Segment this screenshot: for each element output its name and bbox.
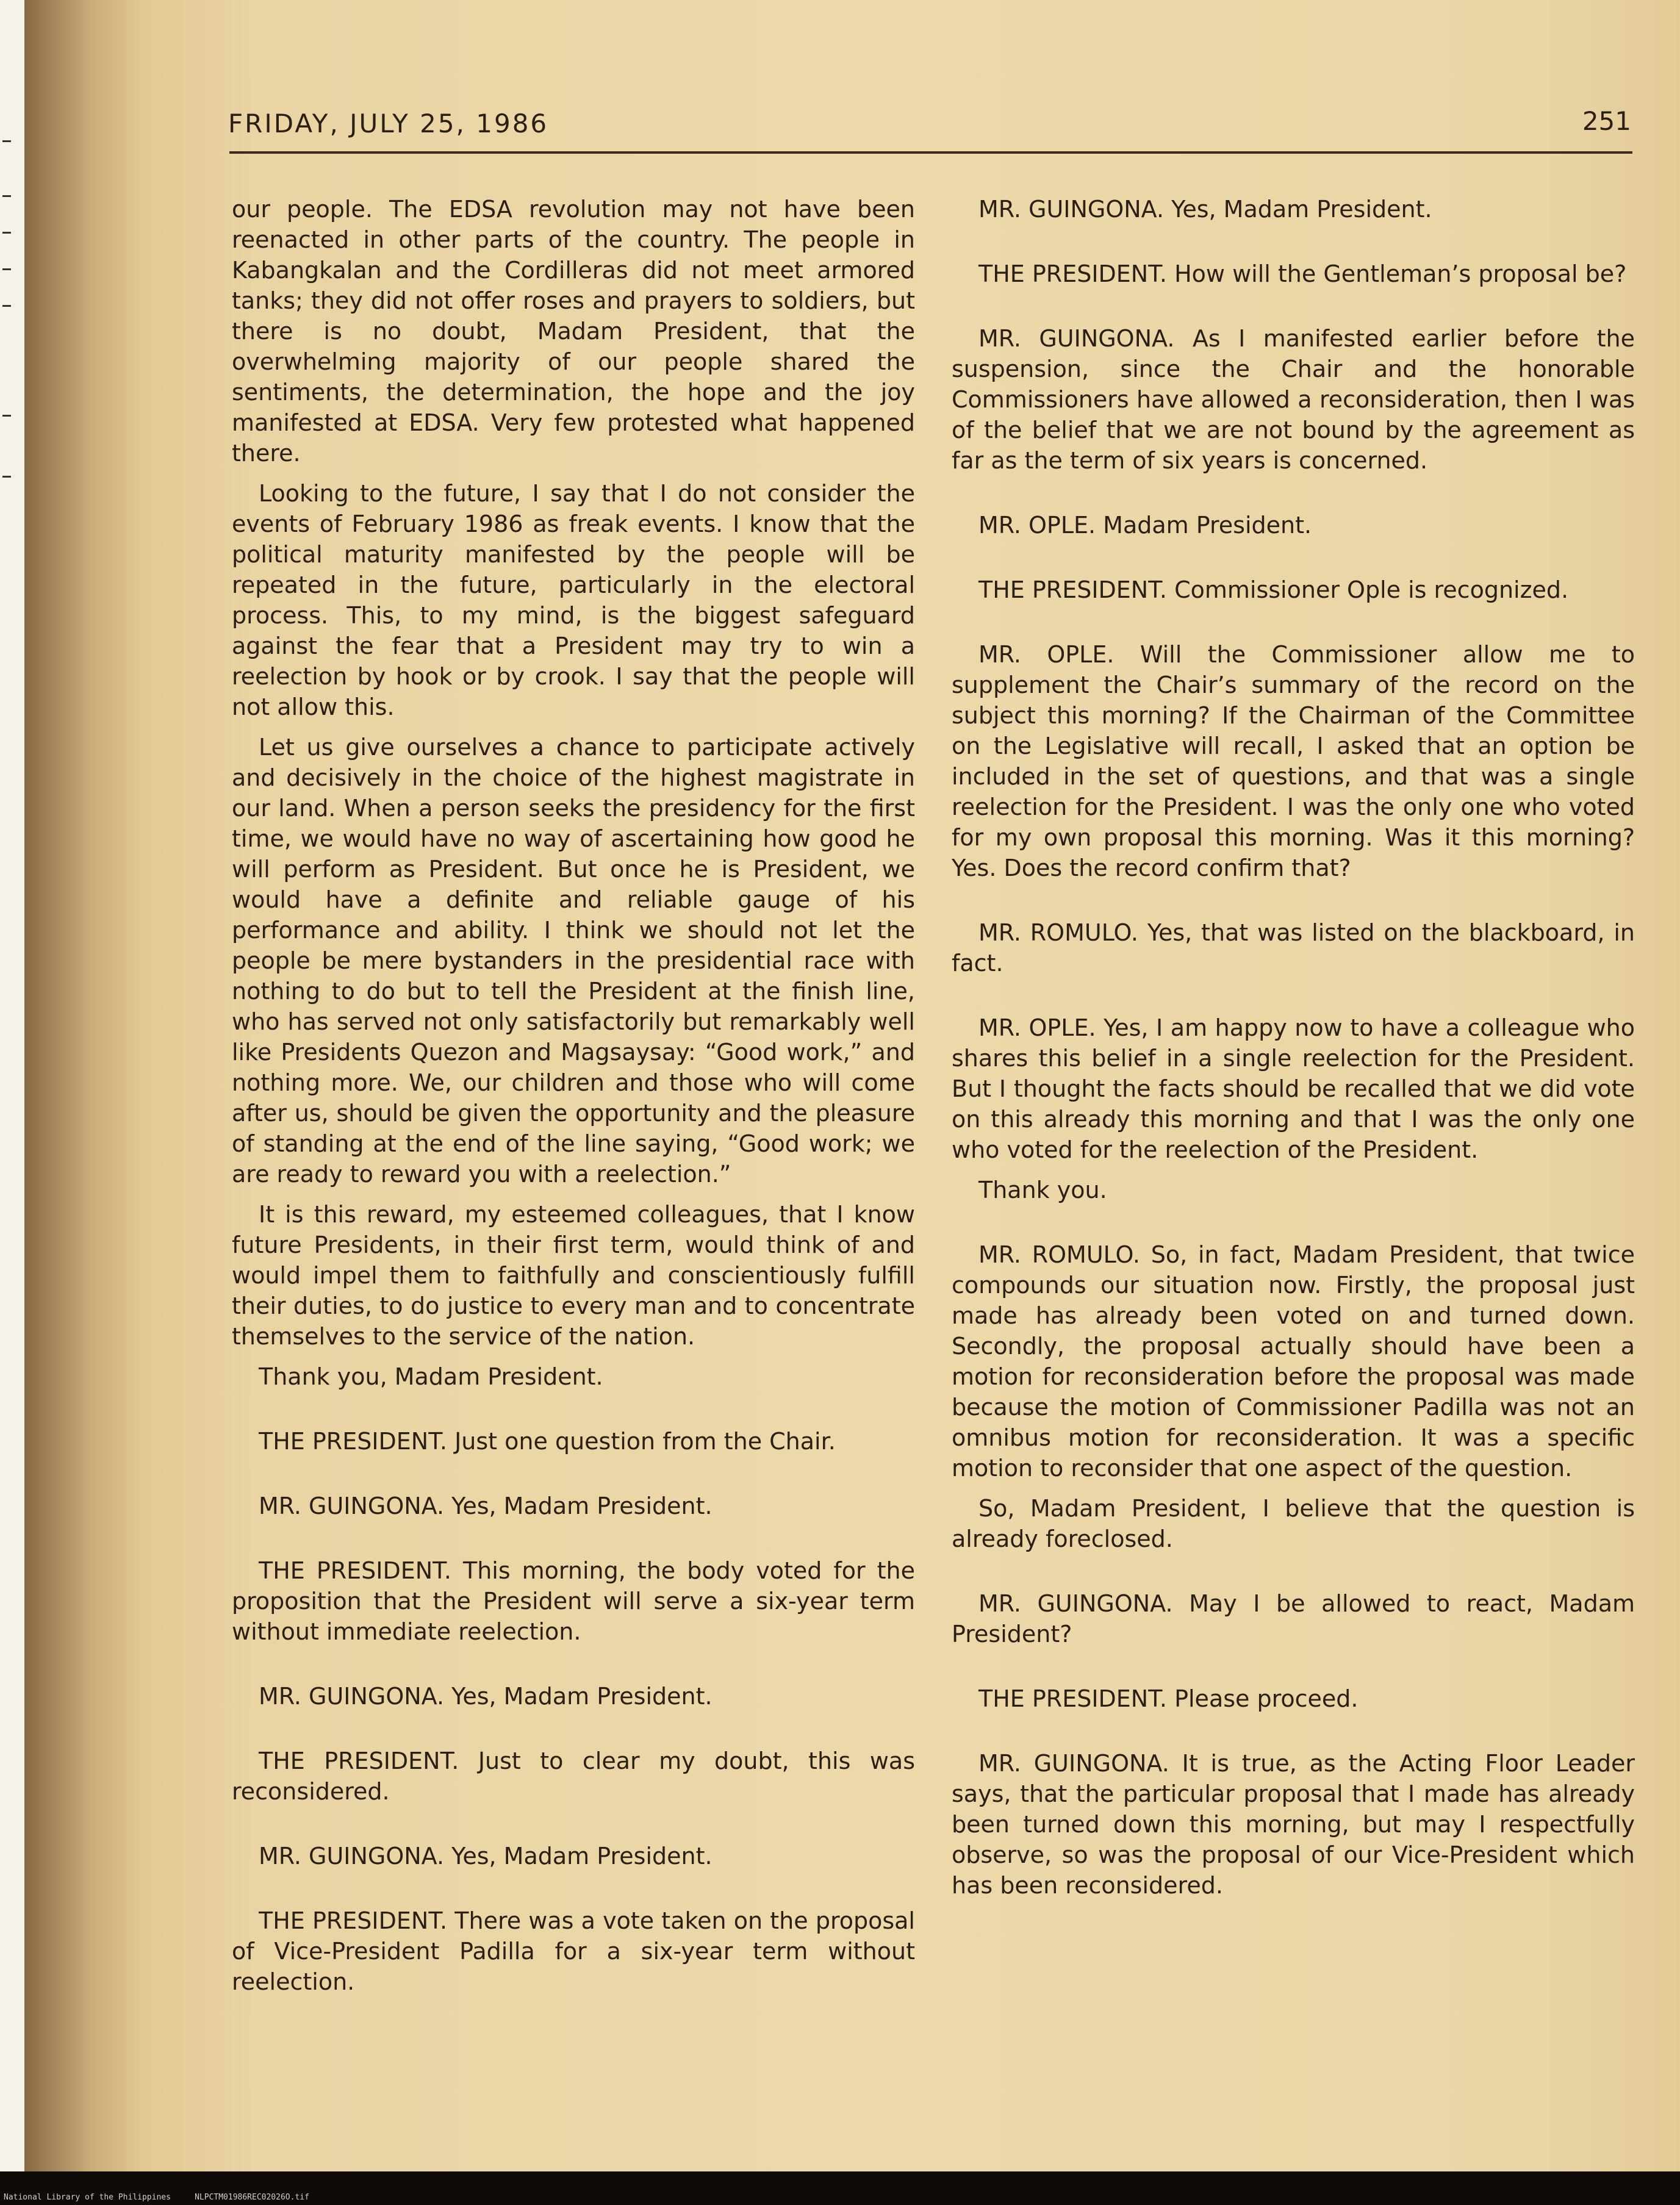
paragraph: Thank you, Madam President. bbox=[259, 1363, 603, 1390]
speaker-line: THE PRESIDENT. This morning, the body voted for the proposition that the President will serve a six-year term without immediate reelection. bbox=[232, 1557, 915, 1645]
edge-mark bbox=[2, 140, 11, 142]
speaker-line: MR. OPLE. Madam President. bbox=[978, 512, 1312, 539]
speaker-line: MR. GUINGONA. Yes, Madam President. bbox=[259, 1493, 713, 1519]
running-head: FRIDAY, JULY 25, 1986 bbox=[228, 109, 549, 138]
header-rule bbox=[229, 151, 1632, 154]
page-number: 251 bbox=[1582, 106, 1631, 136]
adjacent-page-edge bbox=[0, 0, 24, 2171]
speaker-line: THE PRESIDENT. There was a vote taken on the proposal of Vice-President Padilla for a six-year term without reelection. bbox=[232, 1907, 915, 1995]
speaker-line: MR. GUINGONA. It is true, as the Acting Floor Leader says, that the particular proposal that I made has already been turned down this morning, but may I respectfully observe, so was the proposal of our Vice-President which has been reconsidered. bbox=[952, 1750, 1635, 1899]
edge-mark bbox=[2, 195, 11, 197]
paragraph: It is this reward, my esteemed colleagues, that I know future Presidents, in their first term, would think of and would impel them to faithfully and conscientiously fulfill their duties, to do justice to every man and to concentrate themselves to the service of the nation. bbox=[232, 1201, 915, 1350]
edge-mark bbox=[2, 415, 11, 417]
speaker-line: THE PRESIDENT. How will the Gentleman’s proposal be? bbox=[978, 260, 1627, 287]
edge-mark bbox=[2, 232, 11, 234]
speaker-line: MR. GUINGONA. Yes, Madam President. bbox=[259, 1843, 713, 1870]
speaker-line: MR. ROMULO. So, in fact, Madam President, that twice compounds our situation now. Firstly, the proposal just made has already been voted on and turned down. Secondly, the proposal actually should have been a motion for reconsideration before the proposal was made because the motion of Commissioner Padilla was not an omnibus motion for reconsideration. It was a specific motion to reconsider that one aspect of the question. bbox=[952, 1241, 1635, 1482]
edge-mark bbox=[2, 476, 11, 478]
speaker-line: MR. OPLE. Yes, I am happy now to have a colleague who shares this belief in a single reelection for the President. But I thought the facts should be recalled that we did vote on this already this morning and that I was the only one who voted for the reelection of the President. bbox=[952, 1014, 1635, 1163]
paragraph: our people. The EDSA revolution may not have been reenacted in other parts of the country. The people in Kabangkalan and the Cordilleras did not meet armored tanks; they did not offer roses and prayers to soldiers, but there is no doubt, Madam President, that the overwhelming majority of our people shared the sentiments, the determination, the hope and the joy manifested at EDSA. Very few protested what happened there. bbox=[232, 196, 915, 467]
speaker-line: MR. GUINGONA. Yes, Madam President. bbox=[259, 1683, 713, 1710]
right-column bbox=[952, 194, 1635, 1910]
scan-file-id: NLPCTM01986REC02026O.tif bbox=[195, 2193, 309, 2202]
library-credit: National Library of the Philippines bbox=[4, 2193, 171, 2202]
speaker-line: MR. ROMULO. Yes, that was listed on the blackboard, in fact. bbox=[952, 919, 1635, 977]
speaker-line: THE PRESIDENT. Just to clear my doubt, this was reconsidered. bbox=[232, 1748, 915, 1805]
paragraph: Let us give ourselves a chance to participate actively and decisively in the choice of the highest magistrate in our land. When a person seeks the presidency for the first time, we would have no way of ascertaining how good he will perform as President. But once he is President, we would have a definite and reliable gauge of his performance and ability. I think we should not let the people be mere bystanders in the presidential race with nothing to do but to tell the President at the finish line, who has served not only satisfactorily but remarkably well like Presidents Quezon and Magsaysay: “Good work,” and nothing more. We, our children and those who will come after us, should be given the opportunity and the pleasure of standing at the end of the line saying, “Good work; we are ready to reward you with a reelection.” bbox=[232, 734, 915, 1188]
paragraph: Looking to the future, I say that I do not consider the events of February 1986 as freak events. I know that the political maturity manifested by the people will be repeated in the future, particularly in the electoral process. This, to my mind, is the biggest safeguard against the fear that a President may try to win a reelection by hook or by crook. I say that the people will not allow this. bbox=[232, 480, 915, 720]
scan-footer bbox=[4, 2193, 309, 2202]
edge-mark bbox=[2, 268, 11, 270]
speaker-line: THE PRESIDENT. Just one question from the Chair. bbox=[259, 1428, 836, 1455]
edge-mark bbox=[2, 305, 11, 307]
speaker-line: MR. OPLE. Will the Commissioner allow me to supplement the Chair’s summary of the record on the subject this morning? If the Chairman of the Committee on the Legislative will recall, I asked that an option be included in the set of questions, and that was a single reelection for the President. I was the only one who voted for my own proposal this morning. Was it this morning? Yes. Does the record confirm that? bbox=[952, 641, 1635, 881]
paragraph: Thank you. bbox=[978, 1177, 1107, 1203]
speaker-line: MR. GUINGONA. As I manifested earlier before the suspension, since the Chair and the honorable Commissioners have allowed a reconsideration, then I was of the belief that we are not bound by the agreement as far as the term of six years is concerned. bbox=[952, 325, 1635, 474]
speaker-line: THE PRESIDENT. Commissioner Ople is recognized. bbox=[978, 576, 1569, 603]
page-header bbox=[228, 106, 1631, 151]
speaker-line: MR. GUINGONA. Yes, Madam President. bbox=[978, 196, 1432, 223]
speaker-line: THE PRESIDENT. Please proceed. bbox=[978, 1685, 1359, 1712]
speaker-line: MR. GUINGONA. May I be allowed to react, Madam President? bbox=[952, 1590, 1635, 1647]
paragraph: So, Madam President, I believe that the question is already foreclosed. bbox=[952, 1495, 1635, 1552]
left-column bbox=[232, 194, 915, 2007]
